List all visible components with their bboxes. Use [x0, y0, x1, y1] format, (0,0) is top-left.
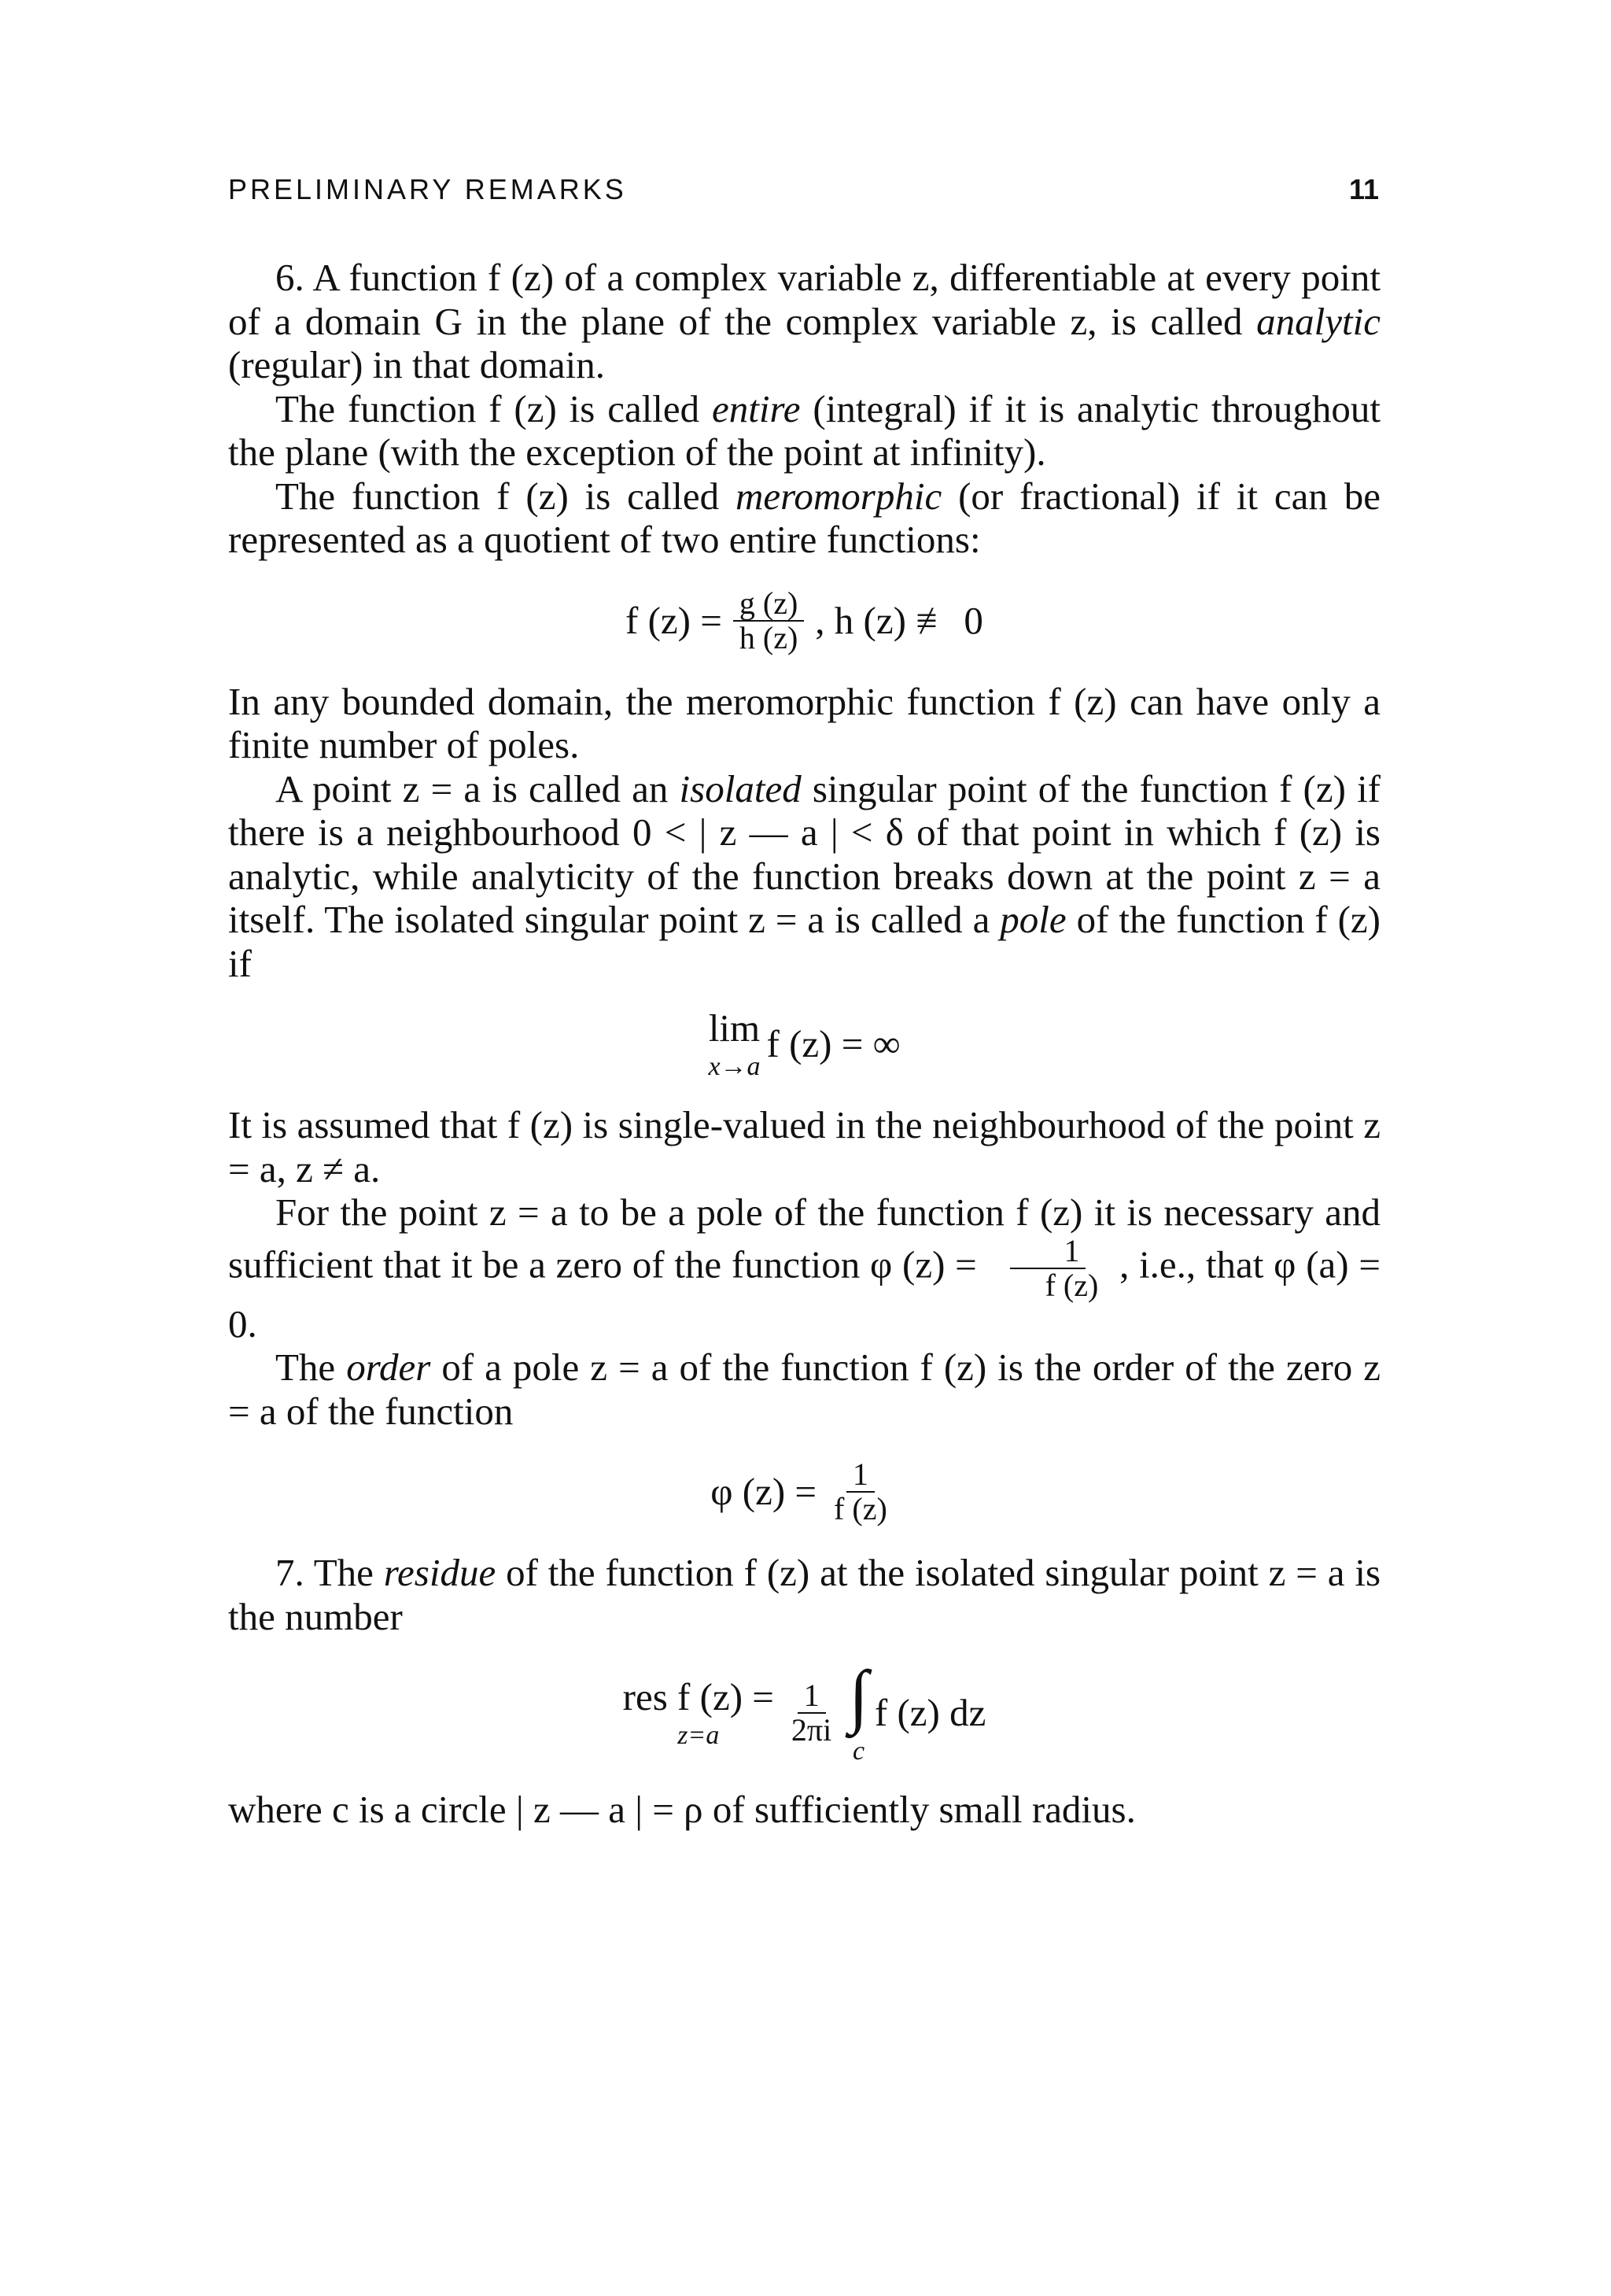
text-run: of a pole z = a of the function f (z) is the order of the zero z = a of the function: [228, 1345, 1381, 1433]
fraction: [828, 1458, 894, 1526]
text-run: singular point of the function f (z) if there is a neighbourhood 0 < | z — a | < δ of that point in which f (z) is analytic, while analyticity of the function breaks down at the point z = a itself. The isolated singular point z = a is called a: [228, 766, 1381, 941]
paragraph-pole-condition: [228, 1190, 1381, 1345]
term-analytic: analytic: [1256, 299, 1381, 343]
page-number: 11: [1348, 173, 1379, 205]
paragraph-isolated: [228, 767, 1381, 986]
denominator: f (z): [834, 1491, 887, 1526]
equation-quotient: [228, 562, 1381, 680]
running-title: PRELIMINARY REMARKS: [228, 173, 627, 205]
paragraph-analytic: [228, 256, 1381, 387]
eq-rhs: f (z) = ∞: [766, 1022, 901, 1066]
numerator: 1: [798, 1679, 826, 1714]
lim: lim: [708, 1006, 761, 1050]
eq-rhs: f (z) dz: [874, 1691, 986, 1735]
denominator: h (z): [739, 619, 798, 655]
eq-lhs: f (z) =: [625, 598, 722, 642]
text-run: (or fractional) if it can be represented as a quotient of two entire functions:: [228, 474, 1381, 561]
text-run: (regular) in that domain.: [228, 343, 605, 386]
term-residue: residue: [383, 1551, 496, 1594]
paragraph-circle: where c is a circle | z — a | = ρ of sufficiently small radius.: [228, 1788, 1136, 1831]
text-run: (integral) if it is analytic throughout the plane (with the exception of the point at infinity).: [228, 386, 1381, 474]
limit-operator: [708, 1006, 761, 1081]
denominator: 2πi: [791, 1712, 832, 1748]
term-entire: entire: [712, 386, 801, 430]
eq-rhs: , h (z) ≢ 0: [815, 598, 983, 642]
equation-residue: [228, 1638, 1381, 1788]
equation-phi: [228, 1433, 1381, 1551]
text-run: For the point z = a to be a pole of the function f (z) it is necessary and sufficient that it be a zero of the function φ (z) =: [228, 1190, 1381, 1286]
term-meromorphic: meromorphic: [735, 474, 942, 518]
paragraph-single-valued: It is assumed that f (z) is single-valued in the neighbourhood of the point z = a, z ≠ a.: [228, 1103, 1381, 1190]
numerator: g (z): [733, 587, 804, 622]
text-run: The function f (z) is called: [275, 474, 720, 518]
paragraph-order: [228, 1345, 1381, 1433]
running-header: [228, 173, 1379, 206]
text-run: , i.e., that φ (a) = 0.: [228, 1242, 1381, 1345]
fraction: [785, 1679, 838, 1747]
res: res f (z) =: [622, 1674, 774, 1718]
text-run: The function f (z) is called: [275, 386, 700, 430]
integral-sign: [849, 1657, 868, 1766]
text-run: 6. A function f (z) of a complex variable z, differentiable at every point of a domain G in the plane of the complex variable z, is called: [228, 256, 1381, 343]
fraction: [992, 1232, 1105, 1303]
term-order: order: [346, 1345, 431, 1389]
numerator: 1: [1010, 1235, 1086, 1269]
term-pole: pole: [1000, 898, 1067, 941]
text-run: of the function f (z) at the isolated singular point z = a is the number: [228, 1551, 1381, 1638]
term-isolated: isolated: [679, 766, 802, 810]
fraction: [733, 587, 804, 655]
residue-operator: [622, 1674, 774, 1750]
paragraph-poles-finite: In any bounded domain, the meromorphic function f (z) can have only a finite number of poles.: [228, 679, 1381, 766]
integral-contour: c: [853, 1737, 865, 1766]
paragraph-meromorphic: [228, 474, 1381, 562]
denominator: f (z): [1045, 1267, 1099, 1303]
lim-subscript: x→a: [708, 1051, 761, 1081]
text-run: A point z = a is called an: [275, 766, 669, 810]
eq-lhs: φ (z) =: [710, 1470, 817, 1514]
text-run: of the function f (z) if: [228, 898, 1381, 985]
paragraph-residue: [228, 1551, 1381, 1638]
text-run: 7. The: [275, 1551, 374, 1594]
text-run: The: [275, 1345, 336, 1389]
numerator: 1: [846, 1458, 875, 1493]
integral: ∫: [849, 1657, 868, 1735]
equation-limit: [228, 985, 1381, 1103]
res-subscript: z=a: [677, 1720, 720, 1750]
paragraph-entire: [228, 387, 1381, 474]
body-text: [228, 256, 1381, 1832]
